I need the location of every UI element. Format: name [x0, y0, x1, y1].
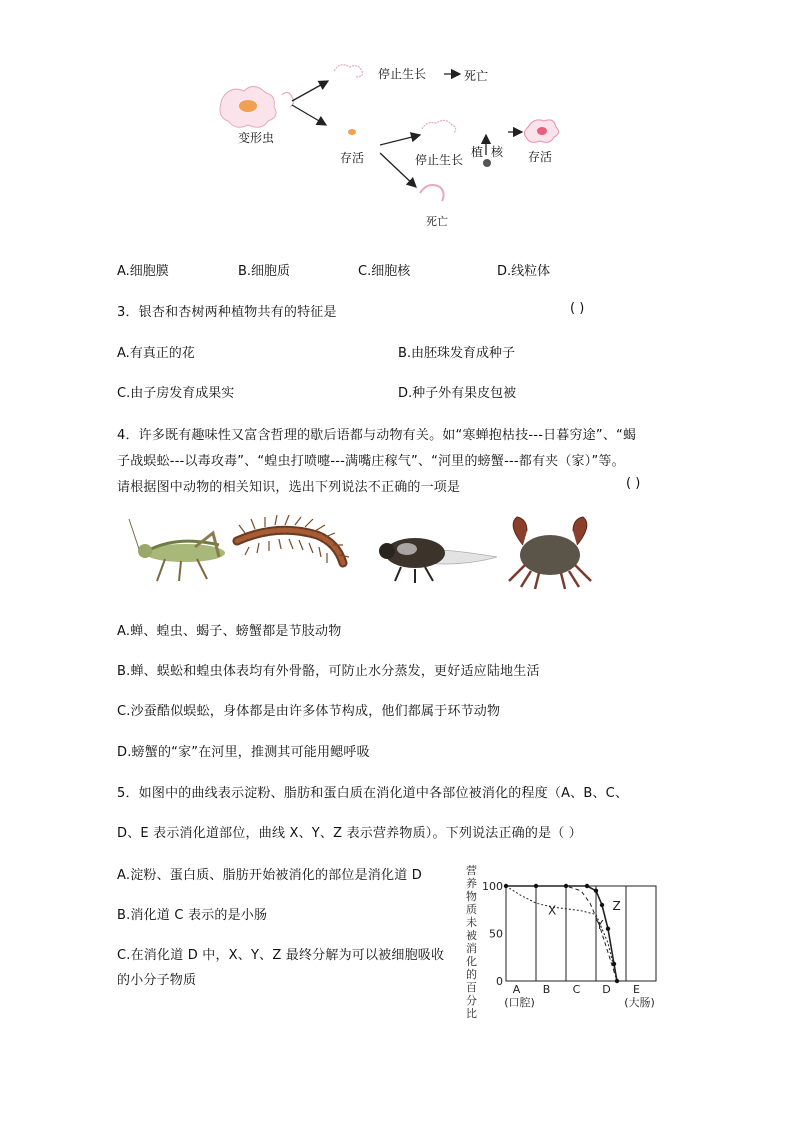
label-death-2: 死亡	[426, 215, 448, 228]
animal-images	[125, 515, 605, 590]
q4-option-b: B.蝉、蜈蚣和蝗虫体表均有外骨骼，可防止水分蒸发，更好适应陆地生活	[117, 664, 540, 679]
x-tick-label: E	[633, 983, 640, 996]
series-point-z	[612, 962, 616, 966]
label-stop-growth-1: 停止生长	[378, 67, 427, 81]
y-axis-label-char: 质	[466, 903, 477, 916]
amoeba-icon	[220, 86, 276, 127]
series-point-z	[594, 889, 598, 893]
series-point-z	[585, 884, 589, 888]
series-point-z	[504, 884, 508, 888]
label-survive-1: 存活	[340, 151, 365, 165]
q3-option-c: C.由子房发育成果实	[117, 386, 235, 401]
label-stop-growth-2: 停止生长	[415, 153, 464, 167]
q2-option-c: C.细胞核	[358, 264, 411, 279]
plot-frame	[506, 886, 656, 981]
series-label-x: X	[548, 903, 557, 918]
cell-fragment-icon	[422, 120, 456, 133]
crab-icon	[509, 517, 591, 589]
q3-bracket: ( )	[570, 301, 585, 316]
animal-images-graphic	[125, 515, 605, 590]
centipede-icon	[237, 515, 349, 563]
y-axis-label-char: 物	[466, 890, 477, 903]
series-point-z	[534, 884, 538, 888]
y-axis-label-char: 百	[466, 981, 477, 994]
series-label-y: Y	[596, 917, 604, 932]
series-point-z	[615, 979, 619, 983]
y-axis-label-char: 的	[466, 968, 477, 981]
y-tick-label: 0	[496, 975, 503, 988]
q2-option-a: A.细胞膜	[117, 264, 169, 279]
y-axis-label-char: 比	[466, 1007, 477, 1020]
q3-option-b: B.由胚珠发育成种子	[398, 346, 516, 361]
x-tick-note: (大肠)	[624, 996, 655, 1009]
y-axis-label-char: 分	[466, 994, 477, 1007]
q5-stem-line2: D、E 表示消化道部位，曲线 X、Y、Z 表示营养物质）。下列说法正确的是（ ）	[117, 826, 583, 841]
label-implant: 植	[471, 145, 484, 159]
q4-stem-line2: 子战蜈蚣---以毒攻毒”、“蝗虫打喷嚏---满嘴庄稼气”、“河里的螃蟹---都有夹（家）”等。	[117, 454, 625, 469]
q2-option-b: B.细胞质	[238, 264, 291, 279]
nucleus-dot-icon	[483, 159, 491, 167]
q4-option-d: D.螃蟹的“家”在河里，推测其可能用鳃呼吸	[117, 745, 370, 760]
y-axis-label-char: 消	[466, 942, 477, 955]
q5-option-b: B.消化道 C 表示的是小肠	[117, 908, 268, 923]
y-tick-label: 100	[482, 880, 503, 893]
grasshopper-icon	[129, 519, 225, 581]
q4-option-c: C.沙蚕酷似蜈蚣，身体都是由许多体节构成，他们都属于环节动物	[117, 704, 501, 719]
q3-stem: 3．银杏和杏树两种植物共有的特征是	[117, 305, 337, 320]
q5-option-c: C.在消化道 D 中，X、Y、Z 最终分解为可以被细胞吸收	[117, 948, 445, 963]
label-amoeba: 变形虫	[238, 131, 275, 145]
nucleus-icon	[348, 129, 356, 135]
digestion-chart-svg	[462, 860, 677, 1028]
y-axis-label-char: 养	[466, 877, 477, 890]
series-line-z	[506, 886, 617, 981]
series-point-z	[564, 884, 568, 888]
dead-cell-icon	[420, 185, 444, 201]
y-axis-label-char: 被	[466, 929, 477, 942]
label-nucleus: 核	[491, 145, 504, 159]
y-axis-label-char: 未	[466, 916, 477, 929]
q3-option-d: D.种子外有果皮包被	[398, 386, 517, 401]
series-point-z	[606, 927, 610, 931]
series-point-z	[600, 903, 604, 907]
amoeba-survive-icon	[524, 120, 558, 142]
x-tick-label: B	[542, 983, 551, 996]
q4-bracket: ( )	[626, 476, 641, 491]
q5-stem-line1: 5．如图中的曲线表示淀粉、脂肪和蛋白质在消化道中各部位被消化的程度（A、B、C、	[117, 786, 629, 801]
y-axis-label-char: 营	[466, 864, 477, 877]
x-tick-note: (口腔)	[504, 996, 535, 1009]
y-axis-label-char: 化	[466, 955, 477, 968]
q3-option-a: A.有真正的花	[117, 346, 195, 361]
digestion-chart	[462, 860, 677, 1028]
q4-stem-line1: 4．许多既有趣味性又富含哲理的歇后语都与动物有关。如“寒蝉抱枯技---日暮穷途”、“蝎	[117, 428, 637, 443]
q4-stem-line3: 请根据图中动物的相关知识，选出下列说法不正确的一项是	[117, 480, 461, 495]
x-tick-label: A	[512, 983, 521, 996]
series-label-z: Z	[612, 898, 621, 913]
q5-option-c-cont: 的小分子物质	[117, 973, 197, 988]
label-death-1: 死亡	[464, 69, 489, 83]
x-tick-label: D	[602, 983, 611, 996]
y-tick-label: 50	[489, 927, 503, 941]
q4-option-a: A.蝉、蝗虫、蝎子、螃蟹都是节肢动物	[117, 624, 342, 639]
amoeba-diagram	[210, 55, 570, 235]
q2-option-d: D.线粒体	[497, 264, 551, 279]
q5-option-a: A.淀粉、蛋白质、脂肪开始被消化的部位是消化道 D	[117, 868, 422, 883]
cicada-icon	[379, 538, 497, 583]
cell-fragment-icon	[334, 65, 362, 77]
label-survive-2: 存活	[528, 150, 553, 164]
x-tick-label: C	[572, 983, 581, 996]
